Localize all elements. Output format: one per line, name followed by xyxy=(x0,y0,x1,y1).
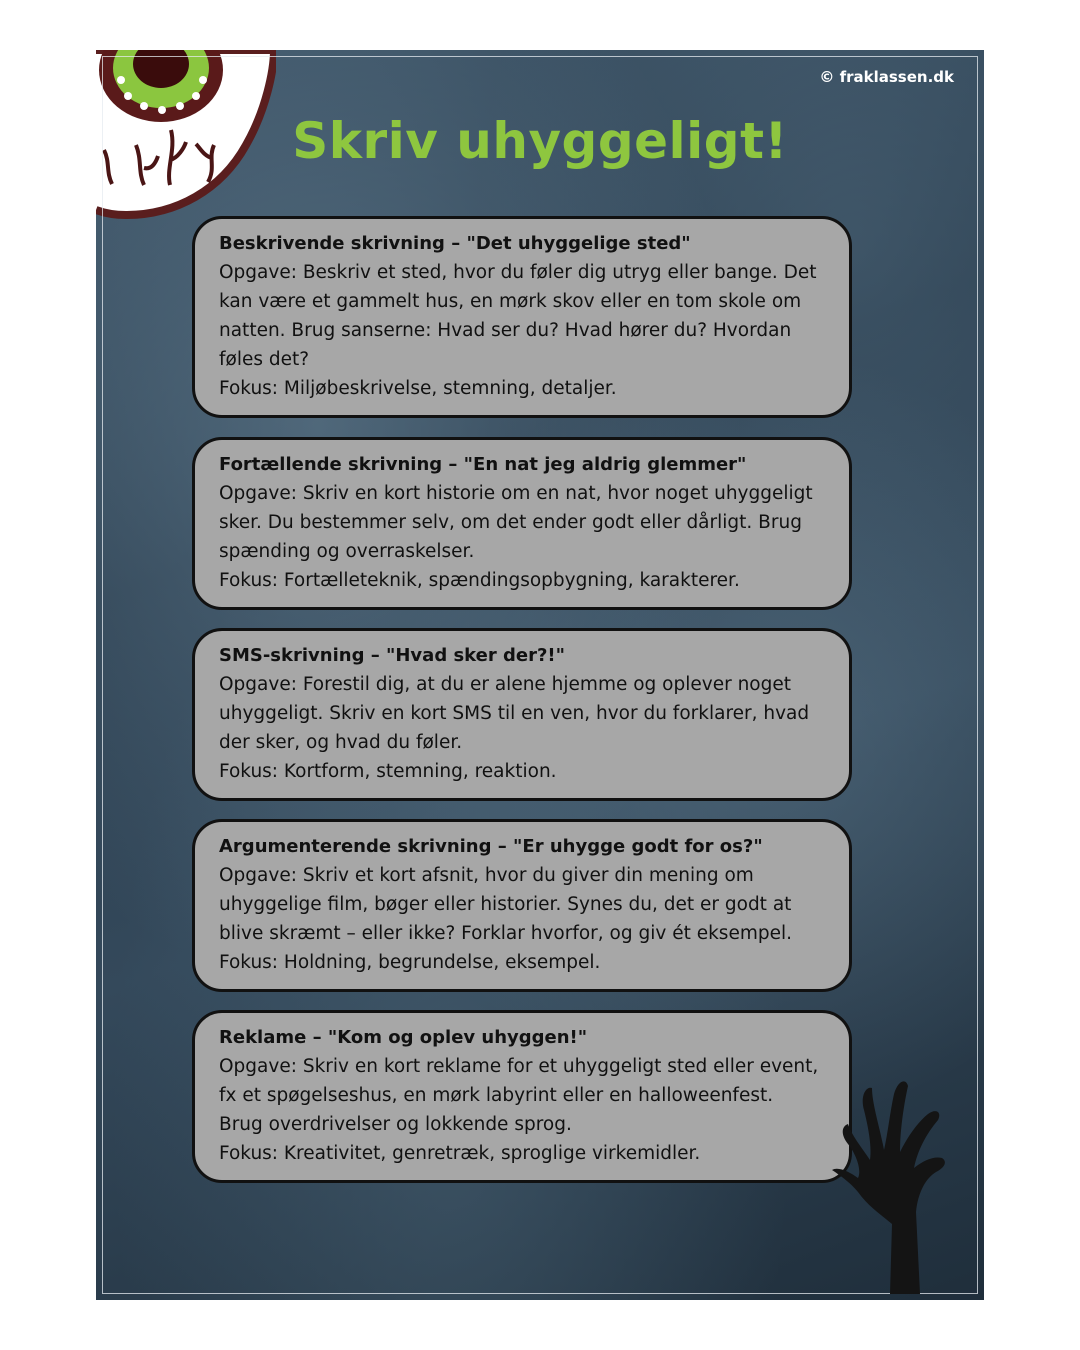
zombie-hand-icon xyxy=(828,1074,978,1294)
task-card-sms xyxy=(192,628,852,801)
task-description: Opgave: Beskriv et sted, hvor du føler dig utryg eller bange. Det kan være et gammelt hus, en mørk skov eller en tom skole om natten. Brug sanserne: Hvad ser du? Hvad hører du? Hvordan føles det? xyxy=(219,262,817,370)
task-card-advertisement xyxy=(192,1010,852,1183)
worksheet-page xyxy=(96,50,984,1300)
task-focus: Fokus: Holdning, begrundelse, eksempel. xyxy=(219,952,601,973)
task-heading: SMS-skrivning – "Hvad sker der?!" xyxy=(219,645,566,666)
task-heading: Reklame – "Kom og oplev uhyggen!" xyxy=(219,1027,588,1048)
task-heading: Beskrivende skrivning – "Det uhyggelige sted" xyxy=(219,233,691,254)
task-description: Opgave: Forestil dig, at du er alene hjemme og oplever noget uhyggeligt. Skriv en kort SMS til en ven, hvor du forklarer, hvad der sker, og hvad du føler. xyxy=(219,674,810,753)
task-card-narrative xyxy=(192,437,852,610)
task-focus: Fokus: Kortform, stemning, reaktion. xyxy=(219,761,557,782)
task-card-descriptive xyxy=(192,216,852,418)
task-description: Opgave: Skriv en kort historie om en nat, hvor noget uhyggeligt sker. Du bestemmer selv, om det ender godt eller dårligt. Brug spænding og overraskelser. xyxy=(219,483,813,562)
page-title: Skriv uhyggeligt! xyxy=(292,112,788,170)
task-focus: Fokus: Fortælleteknik, spændingsopbygning, karakterer. xyxy=(219,570,740,591)
task-description: Opgave: Skriv et kort afsnit, hvor du giver din mening om uhyggelige film, bøger eller historier. Synes du, det er godt at blive skræmt – eller ikke? Forklar hvorfor, og giv ét eksempel. xyxy=(219,865,792,944)
task-focus: Fokus: Miljøbeskrivelse, stemning, detaljer. xyxy=(219,378,617,399)
task-heading: Fortællende skrivning – "En nat jeg aldrig glemmer" xyxy=(219,454,747,475)
task-heading: Argumenterende skrivning – "Er uhygge godt for os?" xyxy=(219,836,763,857)
task-focus: Fokus: Kreativitet, genretræk, sproglige virkemidler. xyxy=(219,1143,701,1164)
copyright-text: © fraklassen.dk xyxy=(819,68,954,86)
task-card-argumentative xyxy=(192,819,852,992)
task-description: Opgave: Skriv en kort reklame for et uhyggeligt sted eller event, fx et spøgelseshus, en mørk labyrint eller en halloweenfest. Brug overdrivelser og lokkende sprog. xyxy=(219,1056,819,1135)
